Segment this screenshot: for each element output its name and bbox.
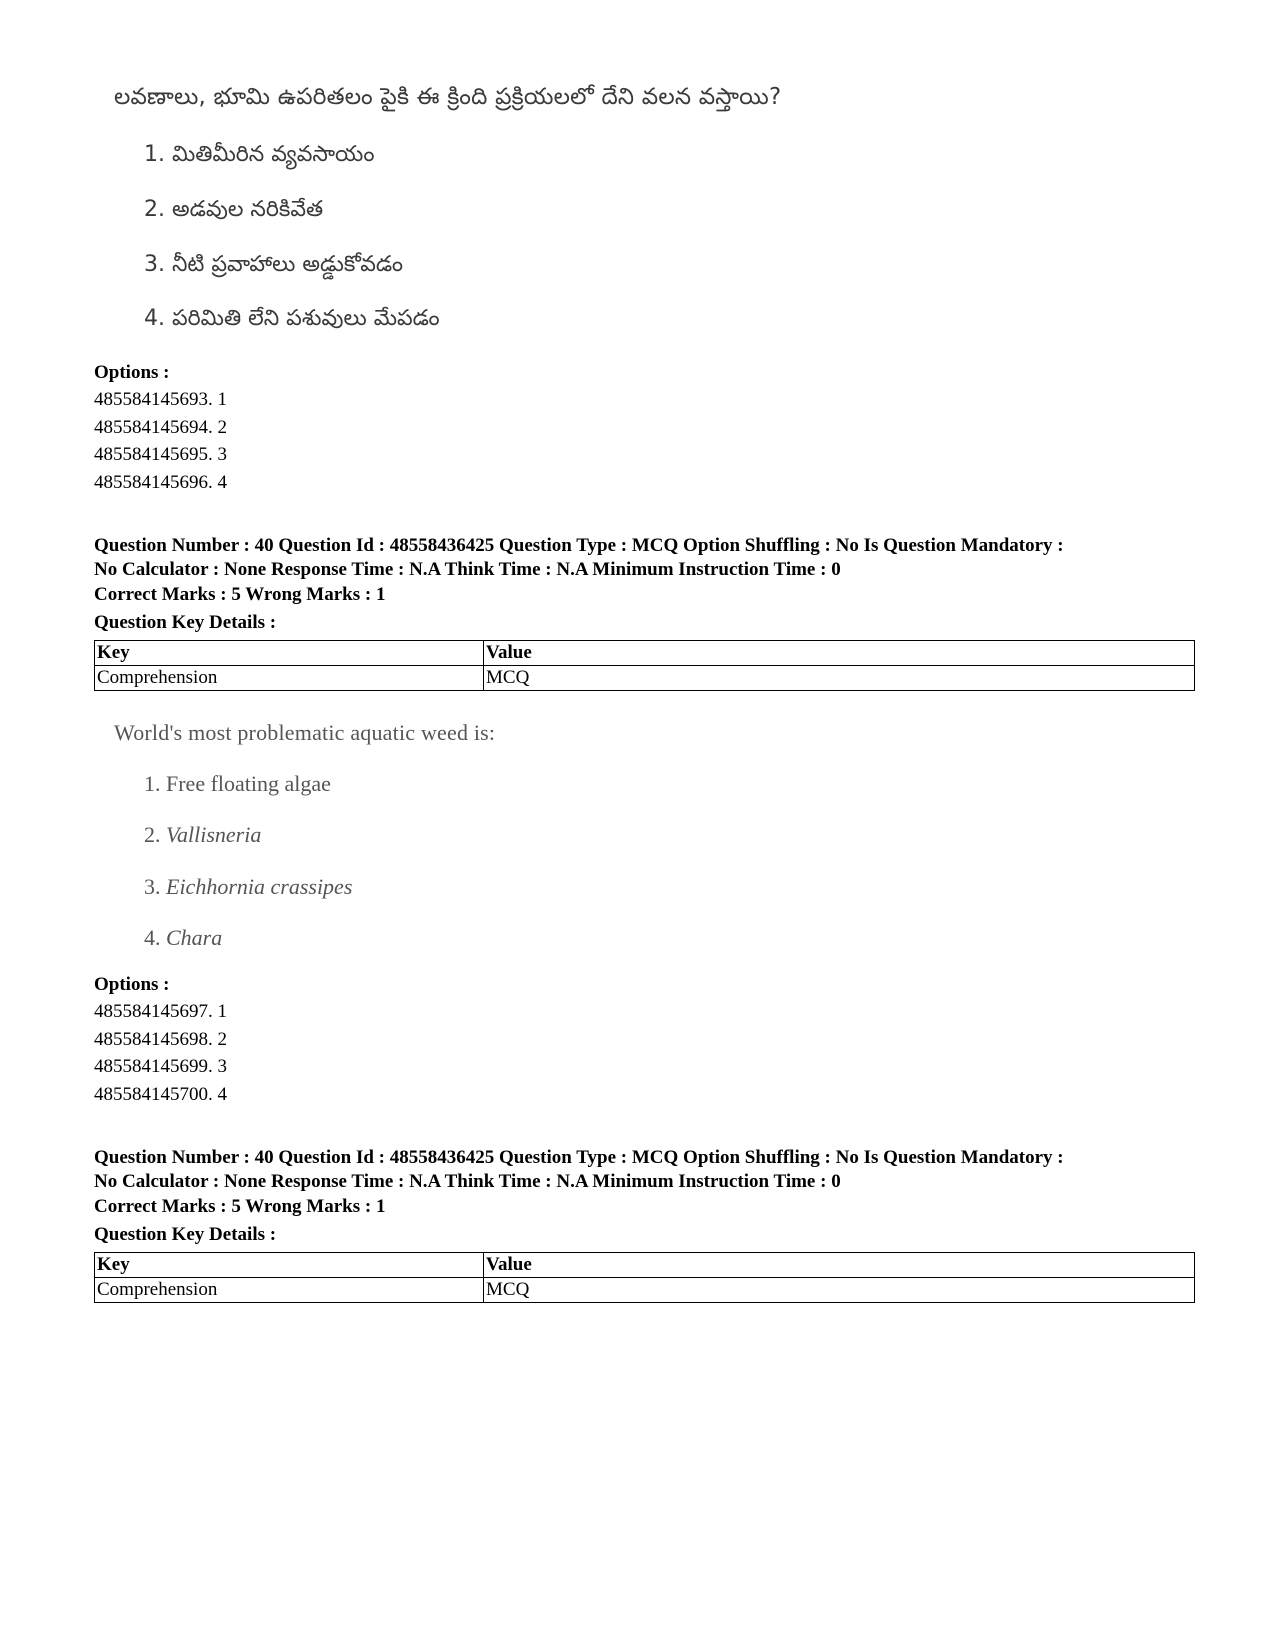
- table-header-row: [95, 1253, 1195, 1278]
- table-header-cell: Key: [95, 641, 484, 666]
- key-details-label: Question Key Details :: [94, 612, 277, 633]
- option-item: 485584145698. 2: [94, 1029, 227, 1050]
- table-header-row: [95, 641, 1195, 666]
- option-item: 485584145700. 4: [94, 1084, 227, 1105]
- question-choice: 2. అడవుల నరికివేత: [144, 197, 324, 222]
- marks-line: Correct Marks : 5 Wrong Marks : 1: [94, 584, 386, 605]
- choice-text: Free floating algae: [166, 771, 331, 796]
- question-stem: World's most problematic aquatic weed is:: [114, 720, 496, 745]
- option-item: 485584145699. 3: [94, 1056, 227, 1077]
- question-meta: [94, 534, 1204, 582]
- question-meta-line: No Calculator : None Response Time : N.A Think Time : N.A Minimum Instruction Time : 0: [94, 1171, 841, 1192]
- choice-number: 4.: [144, 925, 161, 950]
- choice-number: 2.: [144, 822, 161, 847]
- table-cell: Comprehension: [95, 1278, 484, 1303]
- question-stem: లవణాలు, భూమి ఉపరితలం పైకి ఈ క్రింది ప్రక్రియలలో దేని వలన వస్తాయి?: [114, 84, 782, 110]
- option-item: 485584145694. 2: [94, 417, 227, 438]
- question-image-telugu: [114, 84, 782, 331]
- choice-text: Chara: [166, 925, 223, 950]
- question-choice: 3. నీటి ప్రవాహాలు అడ్డుకోవడం: [144, 252, 404, 277]
- question-choice: 4. పరిమితి లేని పశువులు మేపడం: [144, 306, 440, 331]
- question-choice: [144, 822, 261, 848]
- key-details-label: Question Key Details :: [94, 1224, 277, 1245]
- question-choice: [144, 925, 222, 951]
- question-meta: [94, 1146, 1204, 1194]
- option-item: 485584145696. 4: [94, 472, 227, 493]
- option-item: 485584145697. 1: [94, 1001, 227, 1022]
- option-item: 485584145693. 1: [94, 389, 227, 410]
- question-image-english: [114, 720, 496, 950]
- question-meta-line: Question Number : 40 Question Id : 48558436425 Question Type : MCQ Option Shuffling : No Is Question Mandatory :: [94, 1147, 1064, 1168]
- choice-text: Eichhornia crassipes: [166, 874, 353, 899]
- table-header-cell: Value: [484, 1253, 1195, 1278]
- choice-number: 3.: [144, 874, 161, 899]
- option-item: 485584145695. 3: [94, 444, 227, 465]
- question-meta-line: Question Number : 40 Question Id : 48558436425 Question Type : MCQ Option Shuffling : No Is Question Mandatory :: [94, 535, 1064, 556]
- question-choice: [144, 771, 331, 797]
- table-header-cell: Key: [95, 1253, 484, 1278]
- options-label: Options :: [94, 362, 170, 383]
- choice-number: 1.: [144, 771, 161, 796]
- question-choice: [144, 874, 352, 900]
- marks-line: Correct Marks : 5 Wrong Marks : 1: [94, 1196, 386, 1217]
- key-details-table: [94, 1252, 1195, 1303]
- table-cell: MCQ: [484, 1278, 1195, 1303]
- table-cell: Comprehension: [95, 666, 484, 691]
- table-row: [95, 666, 1195, 691]
- question-meta-line: No Calculator : None Response Time : N.A Think Time : N.A Minimum Instruction Time : 0: [94, 559, 841, 580]
- table-cell: MCQ: [484, 666, 1195, 691]
- table-row: [95, 1278, 1195, 1303]
- question-choice: 1. మితిమీరిన వ్యవసాయం: [144, 142, 375, 167]
- choice-text: Vallisneria: [166, 822, 262, 847]
- table-header-cell: Value: [484, 641, 1195, 666]
- key-details-table: [94, 640, 1195, 691]
- options-label: Options :: [94, 974, 170, 995]
